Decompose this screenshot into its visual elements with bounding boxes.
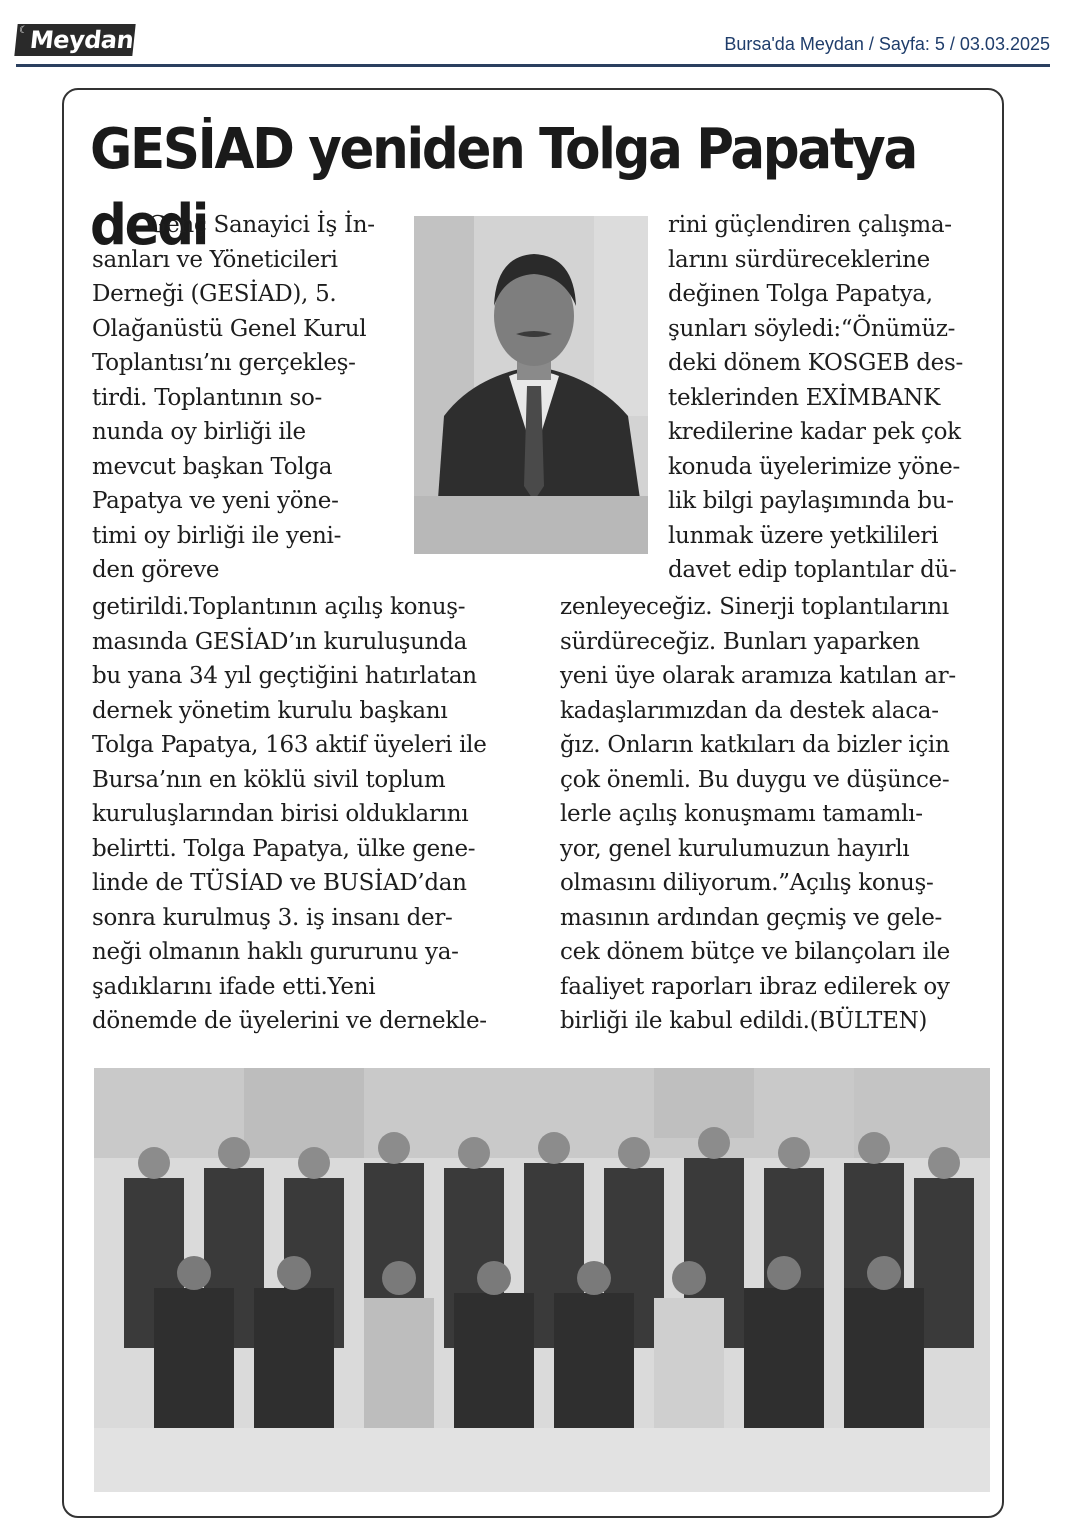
portrait-photo — [414, 216, 648, 554]
article-text-line: konuda üyelerimize yöne- — [668, 453, 960, 480]
article-text-line: şunları söyledi:“Önümüz- — [668, 315, 956, 342]
right-column-wide — [560, 590, 956, 1039]
article-text-line: dernek yönetim kurulu başkanı — [92, 697, 448, 724]
article-text-line: kadaşlarımızdan da destek alaca- — [560, 697, 939, 724]
article-text-line: den göreve — [92, 557, 220, 583]
article-text-line: linde de TÜSİAD ve BUSİAD’dan — [92, 870, 467, 896]
article-text-line: lunmak üzere yetkilileri — [668, 522, 939, 549]
article-text-line: nunda oy birliği ile — [92, 419, 306, 445]
article-text-line: teklerinden EXİMBANK — [668, 384, 940, 411]
article-text-line: zenleyeceğiz. Sinerji toplantılarını — [560, 594, 949, 620]
article-text-line: sonra kurulmuş 3. iş insanı der- — [92, 904, 453, 931]
group-photo — [94, 1068, 990, 1492]
article-text-line: faaliyet raporları ibraz edilerek oy — [560, 973, 950, 1000]
article-text-line: deki dönem KOSGEB des- — [668, 350, 963, 376]
header-divider — [16, 64, 1050, 67]
logo-text: Meydan — [28, 26, 135, 54]
article-text-line: birliği ile kabul edildi.(BÜLTEN) — [560, 1008, 928, 1034]
article-text-line: Papatya ve yeni yöne- — [92, 488, 339, 514]
article-text-line: dönemde de üyelerini ve dernekle- — [92, 1008, 487, 1034]
left-column-narrow — [92, 208, 375, 588]
article-text-line: kuruluşlarından birisi olduklarını — [92, 801, 469, 827]
article-text-line: belirtti. Tolga Papatya, ülke gene- — [92, 835, 476, 862]
source-line: Bursa'da Meydan / Sayfa: 5 / 03.03.2025 — [724, 34, 1050, 54]
article-text-line: masının ardından geçmiş ve gele- — [560, 904, 943, 931]
article-text-line: yor, genel kurulumuzun hayırlı — [560, 835, 910, 862]
article-text-line: Olağanüstü Genel Kurul — [92, 315, 367, 342]
article-text-line: davet edip toplantılar dü- — [668, 557, 957, 583]
article-text-line: Genç Sanayici İş İn- — [148, 212, 375, 238]
article-headline: GESİAD yeniden Tolga Papatya dedi — [90, 117, 916, 258]
article-text-line: Bursa’nın en köklü sivil toplum — [92, 766, 446, 793]
crescent-star-icon: ☾ — [18, 25, 29, 36]
article-text-line: cek dönem bütçe ve bilançoları ile — [560, 939, 950, 965]
article-text-line: lik bilgi paylaşımında bu- — [668, 488, 954, 514]
article-text-line: Tolga Papatya, 163 aktif üyeleri ile — [92, 732, 487, 758]
article-text-line: mevcut başkan Tolga — [92, 453, 333, 480]
article-text-line: Toplantısı’nı gerçekleş- — [92, 350, 356, 376]
article-text-line: timi oy birliği ile yeni- — [92, 522, 342, 549]
article-text-line: rini güçlendiren çalışma- — [668, 212, 952, 238]
publication-logo — [14, 24, 135, 56]
article-text-line: sanları ve Yöneticileri — [92, 246, 338, 273]
article-text-line: değinen Tolga Papatya, — [668, 281, 933, 307]
article-text-line: masında GESİAD’ın kuruluşunda — [92, 628, 467, 655]
article-text-line: lerle açılış konuşmamı tamamlı- — [560, 801, 923, 827]
article-text-line: çok önemli. Bu duygu ve düşünce- — [560, 766, 950, 793]
article-text-line: şadıklarını ifade etti.Yeni — [92, 973, 376, 1000]
article-text-line: getirildi.Toplantının açılış konuş- — [92, 594, 466, 620]
article-text-line: kredilerine kadar pek çok — [668, 419, 961, 445]
article-text-line: olmasını diliyorum.”Açılış konuş- — [560, 870, 934, 896]
article-text-line: neği olmanın haklı gururunu ya- — [92, 939, 459, 965]
left-column-wide — [92, 590, 487, 1039]
article-text-line: tirdi. Toplantının so- — [92, 384, 323, 411]
portrait-illustration — [414, 216, 648, 554]
right-column-narrow — [668, 208, 963, 588]
group-photo-illustration — [94, 1068, 990, 1492]
article-text-line: bu yana 34 yıl geçtiğini hatırlatan — [92, 663, 477, 689]
article-text-line: larını sürdüreceklerine — [668, 246, 930, 273]
article-text-line: sürdüreceğiz. Bunları yaparken — [560, 628, 920, 655]
masthead — [16, 18, 1050, 66]
article-text-line: ğız. Onların katkıları da bizler için — [560, 732, 950, 758]
article-text-line: Derneği (GESİAD), 5. — [92, 281, 337, 307]
article-text-line: yeni üye olarak aramıza katılan ar- — [560, 663, 956, 689]
